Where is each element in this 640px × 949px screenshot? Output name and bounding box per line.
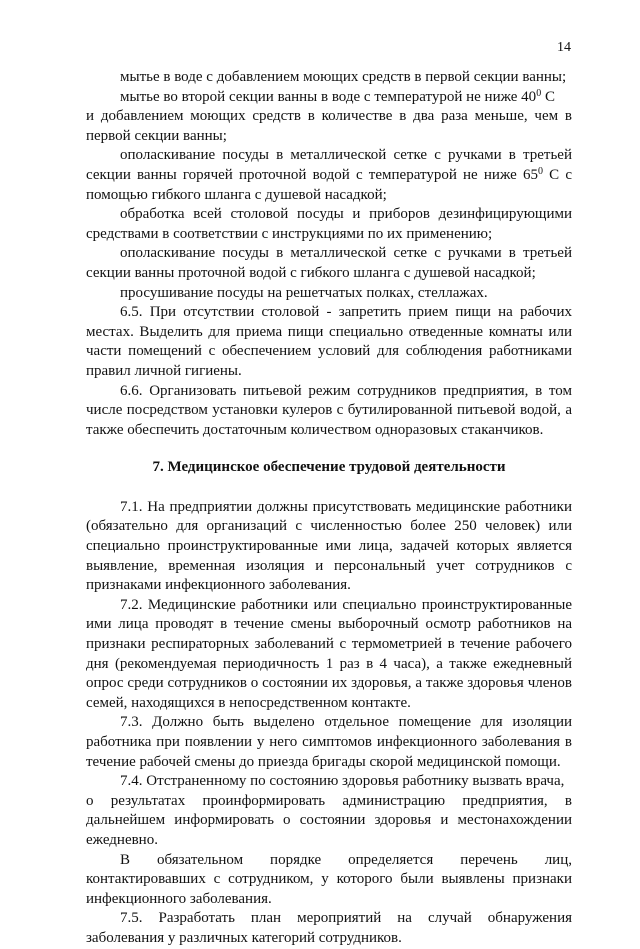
paragraph: мытье в воде с добавлением моющих средств в первой секции ванны; <box>120 69 567 85</box>
paragraph-text: мытье во второй секции ванны в воде с температурой не ниже 40 <box>120 88 537 105</box>
paragraph <box>86 146 572 185</box>
degree-superscript: 0 <box>537 165 543 177</box>
section-heading: 7. Медицинское обеспечение трудовой деятельности <box>152 459 506 476</box>
page-body <box>86 68 572 949</box>
paragraph: 7.1. На предприятии должны присутствовать медицинские работники (обязательно для организаций с численностью более 250 человек) или специально проинструктированные ими лица, задачей которых является выявление, временная изоляция и персональный учет сотрудников с признаками инфекционного заболевания. <box>86 498 572 594</box>
temperature-unit: С <box>541 88 555 105</box>
paragraph: ополаскивание посуды в металлической сетке с ручками в третьей секции ванны проточной водой с гибкого шланга с душевой насадкой; <box>86 245 572 281</box>
paragraph-text: ополаскивание посуды в металлической сетке с ручками в третьей секции ванны горячей проточной водой с температурой не ниже 65 <box>86 147 572 183</box>
paragraph: В обязательном порядке определяется перечень лиц, контактировавших с сотрудником, у которого были выявлены признаки инфекционного заболевания. <box>86 851 572 907</box>
paragraph: просушивание посуды на решетчатых полках, стеллажах. <box>120 284 488 301</box>
paragraph: 7.2. Медицинские работники или специально проинструктированные ими лица проводят в течение смены выборочный осмотр работников на признаки респираторных заболеваний с термометрией в течение рабочего дня (рекомендуемая периодичность 1 раз в 4 часа), а также ежедневный опрос среди сотрудников о состоянии их здоровья, а также здоровья членов семей, находящихся в непосредственном контакте. <box>86 596 572 711</box>
page-number: 14 <box>557 40 571 55</box>
paragraph: и добавлением моющих средств в количестве в два раза меньше, чем в первой секции ванны; <box>86 108 572 144</box>
paragraph: 7.5. Разработать план мероприятий на случай обнаружения заболевания у различных категорий сотрудников. <box>86 910 572 946</box>
paragraph: обработка всей столовой посуды и приборов дезинфицирующими средствами в соответствии с инструкциями по их применению; <box>86 206 572 242</box>
degree-superscript: 0 <box>536 87 542 99</box>
paragraph: о результатах проинформировать администрацию предприятия, в дальнейшем информировать о состоянии здоровья и местонахождении ежедневно. <box>86 792 572 848</box>
paragraph: помощью гибкого шланга с душевой насадкой; <box>86 186 387 203</box>
paragraph <box>86 88 572 108</box>
paragraph: 6.5. При отсутствии столовой - запретить прием пищи на рабочих местах. Выделить для приема пищи специально отведенные комнаты или части помещений с обеспечением условий для соблюдения работниками правил личной гигиены. <box>86 304 572 379</box>
temperature-unit: С с <box>542 166 572 183</box>
paragraph: 7.4. Отстраненному по состоянию здоровья работнику вызвать врача, <box>120 773 565 790</box>
paragraph: 7.3. Должно быть выделено отдельное помещение для изоляции работника при появлении у него симптомов инфекционного заболевания в течение рабочей смены до приезда бригады скорой медицинской помощи. <box>86 714 572 770</box>
paragraph: 6.6. Организовать питьевой режим сотрудников предприятия, в том числе посредством установки кулеров с бутилированной питьевой водой, а также обеспечить достаточным количеством одноразовых стаканчиков. <box>86 382 572 438</box>
